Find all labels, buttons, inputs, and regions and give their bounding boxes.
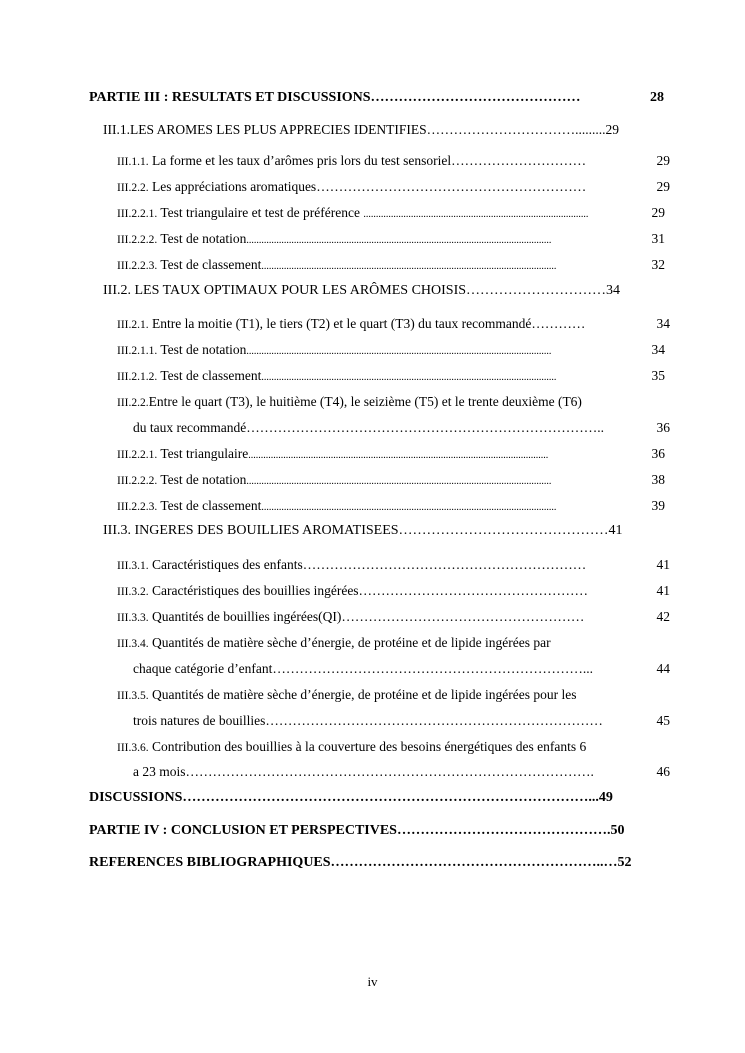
- toc-partie-3[interactable]: [89, 89, 581, 107]
- toc-text: Quantités de matière sèche d’énergie, de protéine et de lipide ingérées par: [148, 635, 551, 650]
- toc-prefix: III.2.2.: [117, 182, 149, 194]
- toc-iii-2-2-2-a-page: 31: [651, 231, 665, 246]
- toc-iii-3-2-page: 41: [656, 583, 670, 598]
- toc-text: Quantités de bouillies ingérées(QI)………………………………………………: [148, 609, 585, 624]
- toc-text: Test de notation: [157, 231, 247, 246]
- toc-text: Les appréciations aromatiques……………………………………………………: [148, 179, 587, 194]
- toc-text: Test de classement: [157, 368, 262, 383]
- toc-references-text: REFERENCES BIBLIOGRAPHIQUES…………………………………………………..…52: [89, 855, 632, 870]
- toc-iii-2-2-1-a[interactable]: [117, 204, 649, 224]
- toc-iii-2-1-1-page: 34: [651, 342, 665, 357]
- toc-iii-3-4-page: 44: [656, 661, 670, 676]
- toc-iii-3-4-cont[interactable]: [133, 660, 645, 678]
- toc-iii-3-6[interactable]: [117, 738, 677, 757]
- toc-dots: ......................................................................................................................: [261, 261, 557, 272]
- toc-iii-2-1[interactable]: [117, 315, 645, 334]
- toc-prefix: III.3.3.: [117, 612, 149, 624]
- toc-prefix: III.2.1.2.: [117, 371, 158, 383]
- toc-prefix: III.1.1.: [117, 156, 149, 168]
- toc-iii-2-2-2-b[interactable]: [117, 471, 649, 491]
- toc-dots: ..........................................................................................................................: [246, 235, 552, 246]
- toc-iii-2-2-3-a-page: 32: [651, 257, 665, 272]
- toc-discussions-text: DISCUSSIONS……………………………………………………………………………...49: [89, 790, 613, 805]
- toc-partie-4[interactable]: [89, 822, 669, 840]
- toc-iii-2-2-3-a[interactable]: [117, 256, 649, 276]
- toc-dots: ..........................................................................................................................: [246, 346, 552, 357]
- toc-iii-1-1[interactable]: [117, 152, 642, 171]
- toc-prefix: III.2.2.2.: [117, 475, 158, 487]
- toc-iii-2-2-1-b[interactable]: [117, 445, 649, 465]
- toc-iii-3-1[interactable]: [117, 556, 642, 575]
- toc-iii-3-text: III.3. INGERES DES BOUILLIES AROMATISEES………………………………………41: [103, 523, 623, 538]
- toc-prefix: III.2.2.1.: [117, 208, 158, 220]
- toc-text: Test de classement: [157, 257, 262, 272]
- toc-iii-2-2-1-b-page: 36: [651, 446, 665, 461]
- toc-text: Test de notation: [157, 342, 247, 357]
- toc-iii-3[interactable]: [103, 522, 668, 540]
- toc-iii-1-1-page: 29: [656, 153, 670, 168]
- toc-prefix: III.2.1.1.: [117, 345, 158, 357]
- toc-partie-3-page: 28: [650, 90, 664, 105]
- toc-iii-2-2-a-page: 29: [656, 179, 670, 194]
- toc-partie-3-text: PARTIE III : RESULTATS ET DISCUSSIONS………………………………………: [89, 90, 581, 105]
- toc-prefix: III.2.2.: [117, 397, 149, 409]
- toc-iii-1[interactable]: [103, 121, 668, 139]
- toc-discussions[interactable]: [89, 789, 669, 807]
- toc-dots: ..........................................................................................: [363, 209, 589, 220]
- toc-prefix: III.3.6.: [117, 742, 149, 754]
- toc-text: Entre le quart (T3), le huitième (T4), le seizième (T5) et le trente deuxième (T6): [148, 394, 582, 409]
- toc-prefix: III.3.4.: [117, 638, 149, 650]
- toc-partie-4-text: PARTIE IV : CONCLUSION ET PERSPECTIVES……………………………………….50: [89, 823, 625, 838]
- toc-dots: ........................................................................................................................: [248, 450, 549, 461]
- page-number: iv: [367, 974, 378, 989]
- toc-text-cont: trois natures de bouillies…………………………………………………………………: [133, 713, 603, 728]
- toc-text: Test de classement: [157, 498, 262, 513]
- toc-prefix: III.3.5.: [117, 690, 149, 702]
- toc-iii-3-4[interactable]: [117, 634, 677, 653]
- toc-dots: ......................................................................................................................: [261, 372, 557, 383]
- toc-text: Caractéristiques des enfants………………………………………………………: [148, 557, 587, 572]
- toc-text-cont: chaque catégorie d’enfant……………………………………………………………...: [133, 661, 594, 676]
- toc-iii-1-text: III.1.LES AROMES LES PLUS APPRECIES IDENTIFIES…………………………….........29: [103, 122, 620, 137]
- toc-dots: ......................................................................................................................: [261, 502, 557, 513]
- toc-iii-2-2-3-b-page: 39: [651, 498, 665, 513]
- toc-iii-2-2-b-cont[interactable]: [133, 419, 645, 437]
- toc-iii-2-2-2-b-page: 38: [651, 472, 665, 487]
- toc-prefix: III.3.1.: [117, 560, 149, 572]
- toc-text: Caractéristiques des bouillies ingérées……………………………………………: [148, 583, 589, 598]
- toc-iii-3-5[interactable]: [117, 686, 677, 705]
- toc-iii-2-2-a[interactable]: [117, 178, 642, 197]
- toc-text: Entre la moitie (T1), le tiers (T2) et le quart (T3) du taux recommandé…………: [148, 316, 586, 331]
- toc-text: Contribution des bouillies à la couverture des besoins énergétiques des enfants 6: [148, 739, 587, 754]
- toc-text: La forme et les taux d’arômes pris lors du test sensoriel…………………………: [148, 153, 587, 168]
- toc-iii-2-1-2-page: 35: [651, 368, 665, 383]
- toc-text: Test de notation: [157, 472, 247, 487]
- toc-prefix: III.2.2.1.: [117, 449, 158, 461]
- toc-dots: ..........................................................................................................................: [246, 476, 552, 487]
- toc-text: Test triangulaire et test de préférence: [157, 205, 364, 220]
- toc-text: Quantités de matière sèche d’énergie, de protéine et de lipide ingérées pour les: [148, 687, 577, 702]
- toc-iii-2-2-3-b[interactable]: [117, 497, 649, 517]
- toc-iii-2-2-b[interactable]: [117, 393, 677, 412]
- toc-iii-2-1-page: 34: [656, 316, 670, 331]
- toc-iii-3-2[interactable]: [117, 582, 642, 601]
- toc-iii-3-6-cont[interactable]: [133, 763, 645, 781]
- toc-iii-2-1-2[interactable]: [117, 367, 649, 387]
- toc-iii-2-2-2-a[interactable]: [117, 230, 649, 250]
- toc-iii-3-5-cont[interactable]: [133, 712, 645, 730]
- toc-text-cont: a 23 mois……………………………………………………………………………….: [133, 764, 594, 779]
- toc-prefix: III.2.1.: [117, 319, 149, 331]
- toc-references[interactable]: [89, 854, 669, 872]
- toc-iii-2[interactable]: [103, 282, 668, 300]
- toc-iii-3-6-page: 46: [656, 764, 670, 779]
- toc-iii-2-1-1[interactable]: [117, 341, 649, 361]
- toc-text: Test triangulaire: [157, 446, 249, 461]
- toc-text-cont: du taux recommandé……………………………………………………………………..: [133, 420, 604, 435]
- toc-iii-2-text: III.2. LES TAUX OPTIMAUX POUR LES ARÔMES CHOISIS…………………………34: [103, 283, 621, 298]
- toc-prefix: III.2.2.3.: [117, 260, 158, 272]
- toc-iii-2-2-b-page: 36: [656, 420, 670, 435]
- toc-iii-3-5-page: 45: [656, 713, 670, 728]
- toc-iii-3-3-page: 42: [656, 609, 670, 624]
- toc-iii-3-1-page: 41: [656, 557, 670, 572]
- toc-iii-3-3[interactable]: [117, 608, 642, 627]
- toc-prefix: III.3.2.: [117, 586, 149, 598]
- toc-iii-2-2-1-a-page: 29: [651, 205, 665, 220]
- toc-prefix: III.2.2.3.: [117, 501, 158, 513]
- toc-prefix: III.2.2.2.: [117, 234, 158, 246]
